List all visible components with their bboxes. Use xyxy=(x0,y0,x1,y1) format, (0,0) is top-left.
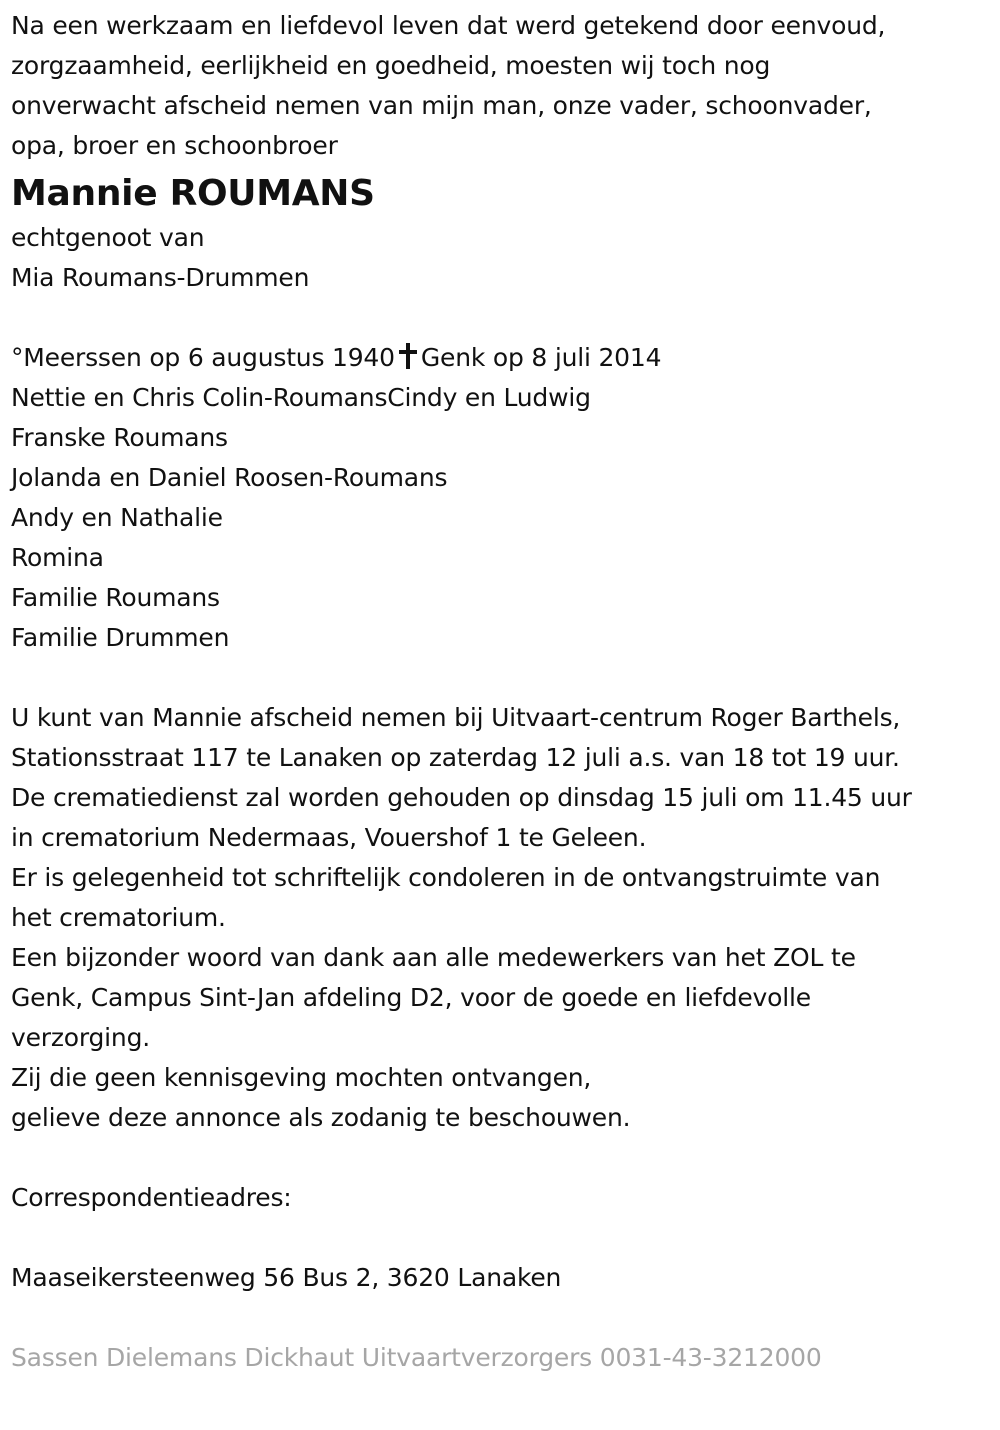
announcement-line: Genk, Campus Sint-Jan afdeling D2, voor de goede en liefdevolle xyxy=(11,983,811,1012)
intro-line: onverwacht afscheid nemen van mijn man, onze vader, schoonvader, xyxy=(11,91,872,120)
family-member: Familie Roumans xyxy=(11,583,220,612)
cross-icon xyxy=(399,343,417,369)
announcement-line: gelieve deze annonce als zodanig te beschouwen. xyxy=(11,1103,631,1132)
family-member: Nettie en Chris Colin-RoumansCindy en Ludwig xyxy=(11,383,591,412)
life-dates xyxy=(11,338,991,378)
announcement-line: het crematorium. xyxy=(11,903,226,932)
family-member: Andy en Nathalie xyxy=(11,503,223,532)
family-member: Jolanda en Daniel Roosen-Roumans xyxy=(11,463,448,492)
spacer xyxy=(11,658,991,698)
spacer xyxy=(11,1298,991,1338)
spouse-name: Mia Roumans-Drummen xyxy=(11,263,310,292)
spacer xyxy=(11,1218,991,1258)
spacer xyxy=(11,1138,991,1178)
intro-line: Na een werkzaam en liefdevol leven dat werd getekend door eenvoud, xyxy=(11,11,886,40)
announcement-line: Zij die geen kennisgeving mochten ontvangen, xyxy=(11,1063,592,1092)
intro-line: opa, broer en schoonbroer xyxy=(11,131,338,160)
family-member: Franske Roumans xyxy=(11,423,228,452)
announcement-paragraph xyxy=(11,698,991,1138)
spacer xyxy=(11,298,991,338)
announcement-line: U kunt van Mannie afscheid nemen bij Uitvaart-centrum Roger Barthels, xyxy=(11,703,901,732)
family-list xyxy=(11,378,991,658)
announcement-line: in crematorium Nedermaas, Vouershof 1 te Geleen. xyxy=(11,823,647,852)
correspondence-label: Correspondentieadres: xyxy=(11,1183,292,1212)
intro-paragraph xyxy=(11,6,991,166)
spouse-label: echtgenoot van xyxy=(11,223,205,252)
obituary-notice xyxy=(11,6,991,1378)
announcement-line: Stationsstraat 117 te Lanaken op zaterdag 12 juli a.s. van 18 tot 19 uur. xyxy=(11,743,900,772)
announcement-line: De crematiedienst zal worden gehouden op dinsdag 15 juli om 11.45 uur xyxy=(11,783,912,812)
family-member: Romina xyxy=(11,543,104,572)
funeral-director-footer: Sassen Dielemans Dickhaut Uitvaartverzorgers 0031-43-3212000 xyxy=(11,1343,822,1372)
announcement-line: Er is gelegenheid tot schriftelijk condoleren in de ontvangstruimte van xyxy=(11,863,881,892)
birth-date: °Meerssen op 6 augustus 1940 xyxy=(11,343,395,372)
announcement-line: Een bijzonder woord van dank aan alle medewerkers van het ZOL te xyxy=(11,943,856,972)
intro-line: zorgzaamheid, eerlijkheid en goedheid, moesten wij toch nog xyxy=(11,51,771,80)
correspondence-address: Maaseikersteenweg 56 Bus 2, 3620 Lanaken xyxy=(11,1263,562,1292)
family-member: Familie Drummen xyxy=(11,623,230,652)
death-date: Genk op 8 juli 2014 xyxy=(420,343,662,372)
deceased-name: Mannie ROUMANS xyxy=(11,173,375,214)
announcement-line: verzorging. xyxy=(11,1023,150,1052)
